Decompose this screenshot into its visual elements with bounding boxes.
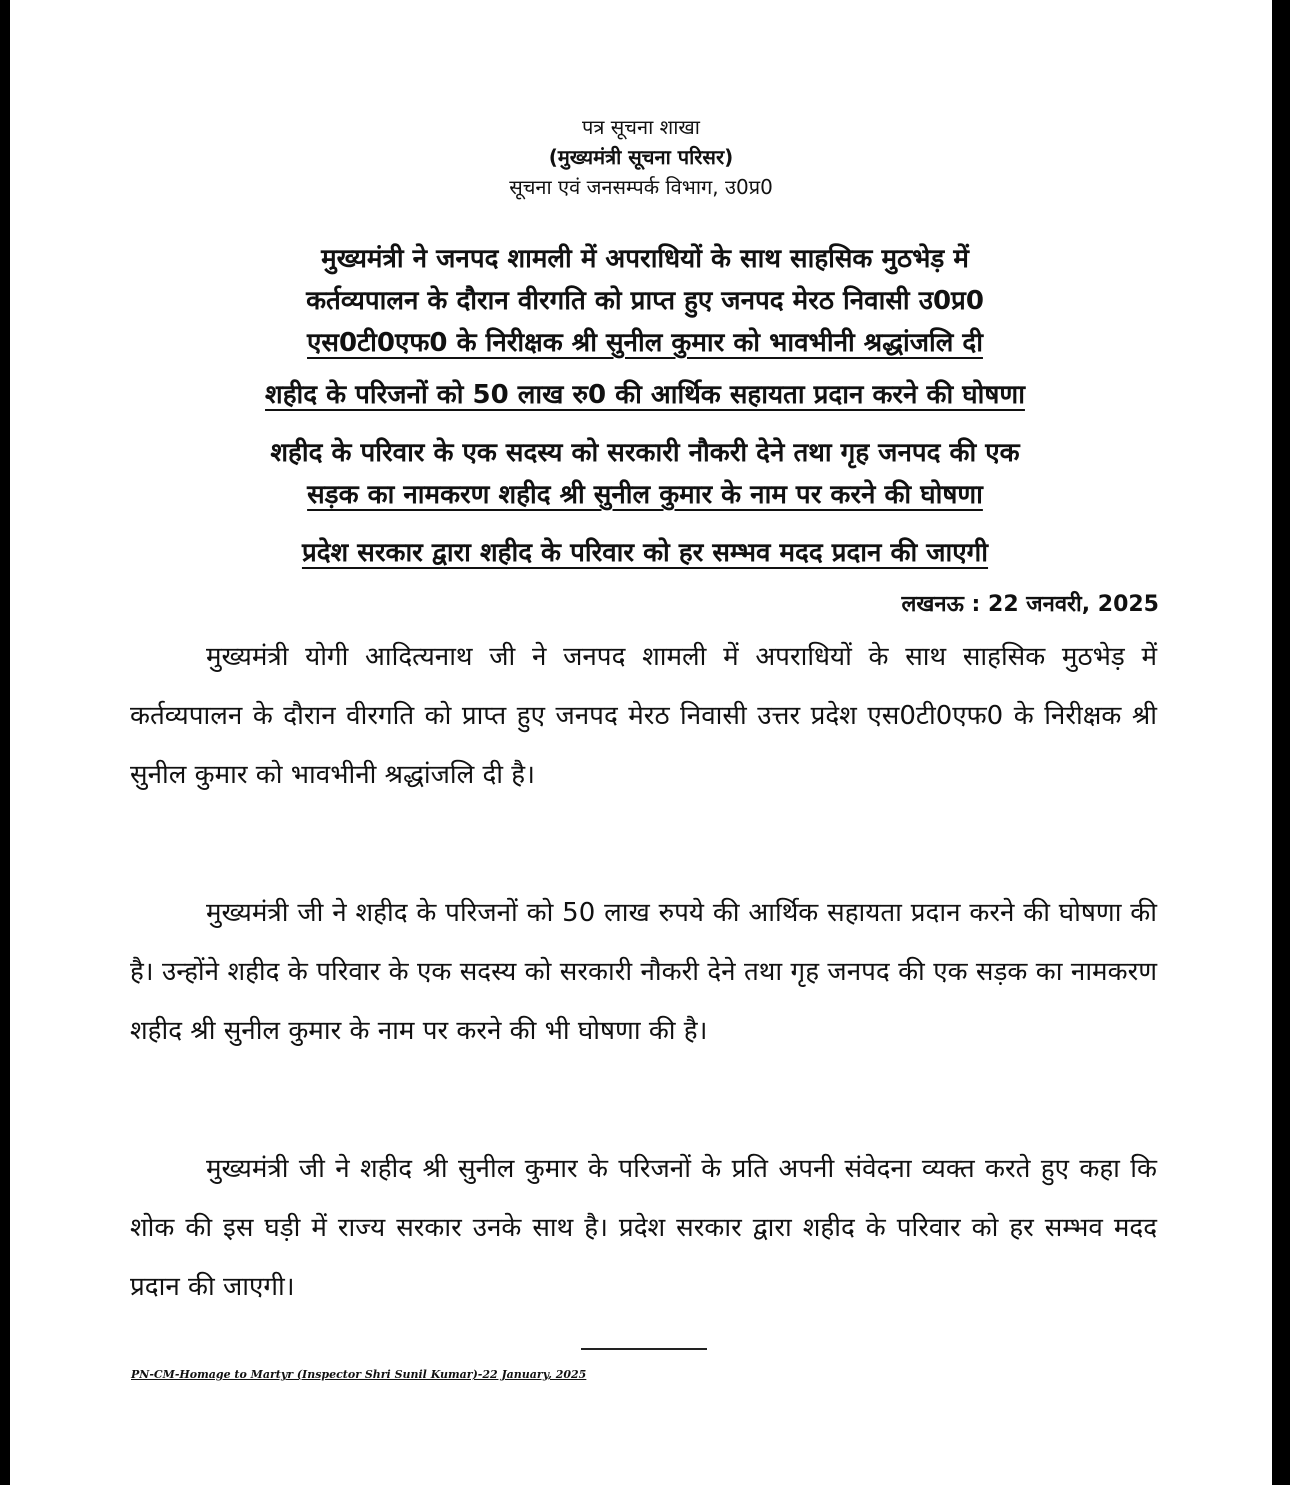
issuer-line-3: सूचना एवं जनसम्पर्क विभाग, उ0प्र0 [509, 175, 773, 199]
paragraph-3 [130, 1140, 1157, 1317]
end-rule [581, 1348, 707, 1350]
headline-3-line-1: शहीद के परिवार के एक सदस्य को सरकारी नौकरी देने तथा गृह जनपद की एक [270, 438, 1020, 468]
issuer-line-1: पत्र सूचना शाखा [582, 115, 700, 139]
headline-1-line-2: कर्तव्यपालन के दौरान वीरगति को प्राप्त हुए जनपद मेरठ निवासी उ0प्र0 [306, 286, 984, 316]
headline-1 [130, 238, 1160, 364]
issuer-header [10, 112, 1272, 202]
headline-4 [130, 532, 1160, 574]
press-release-page [10, 0, 1272, 1485]
headline-4-text: प्रदेश सरकार द्वारा शहीद के परिवार को हर सम्भव मदद प्रदान की जाएगी [301, 538, 989, 568]
dateline: लखनऊ : 22 जनवरी, 2025 [901, 592, 1159, 617]
headline-2 [130, 374, 1160, 416]
paragraph-1 [130, 628, 1157, 805]
paragraph-2-text: मुख्यमंत्री जी ने शहीद के परिजनों को 50 लाख रुपये की आर्थिक सहायता प्रदान करने की घोषणा की है। उन्होंने शहीद के परिवार के एक सदस्य को सरकारी नौकरी देने तथा गृह जनपद की एक सड़क का नामकरण शहीद श्री सुनील कुमार के नाम पर करने की भी घोषणा की है। [130, 898, 1157, 1046]
headline-3 [130, 432, 1160, 516]
document-reference: PN-CM-Homage to Martyr (Inspector Shri Sunil Kumar)-22 January, 2025 [131, 1368, 587, 1381]
headline-3-line-2: सड़क का नामकरण शहीद श्री सुनील कुमार के नाम पर करने की घोषणा [307, 480, 983, 510]
paragraph-1-text: मुख्यमंत्री योगी आदित्यनाथ जी ने जनपद शामली में अपराधियों के साथ साहसिक मुठभेड़ में कर्तव्यपालन के दौरान वीरगति को प्राप्त हुए जनपद मेरठ निवासी उत्तर प्रदेश एस0टी0एफ0 के निरीक्षक श्री सुनील कुमार को भावभीनी श्रद्धांजलि दी है। [130, 642, 1157, 790]
headline-1-line-3: एस0टी0एफ0 के निरीक्षक श्री सुनील कुमार को भावभीनी श्रद्धांजलि दी [307, 328, 983, 358]
headline-2-text: शहीद के परिजनों को 50 लाख रु0 की आर्थिक सहायता प्रदान करने की घोषणा [265, 380, 1025, 410]
headline-1-line-1: मुख्यमंत्री ने जनपद शामली में अपराधियों के साथ साहसिक मुठभेड़ में [321, 244, 969, 274]
paragraph-2 [130, 884, 1157, 1061]
paragraph-3-text: मुख्यमंत्री जी ने शहीद श्री सुनील कुमार के परिजनों के प्रति अपनी संवेदना व्यक्त करते हुए कहा कि शोक की इस घड़ी में राज्य सरकार उनके साथ है। प्रदेश सरकार द्वारा शहीद के परिवार को हर सम्भव मदद प्रदान की जाएगी। [130, 1154, 1157, 1302]
issuer-line-2: (मुख्यमंत्री सूचना परिसर) [548, 145, 734, 169]
